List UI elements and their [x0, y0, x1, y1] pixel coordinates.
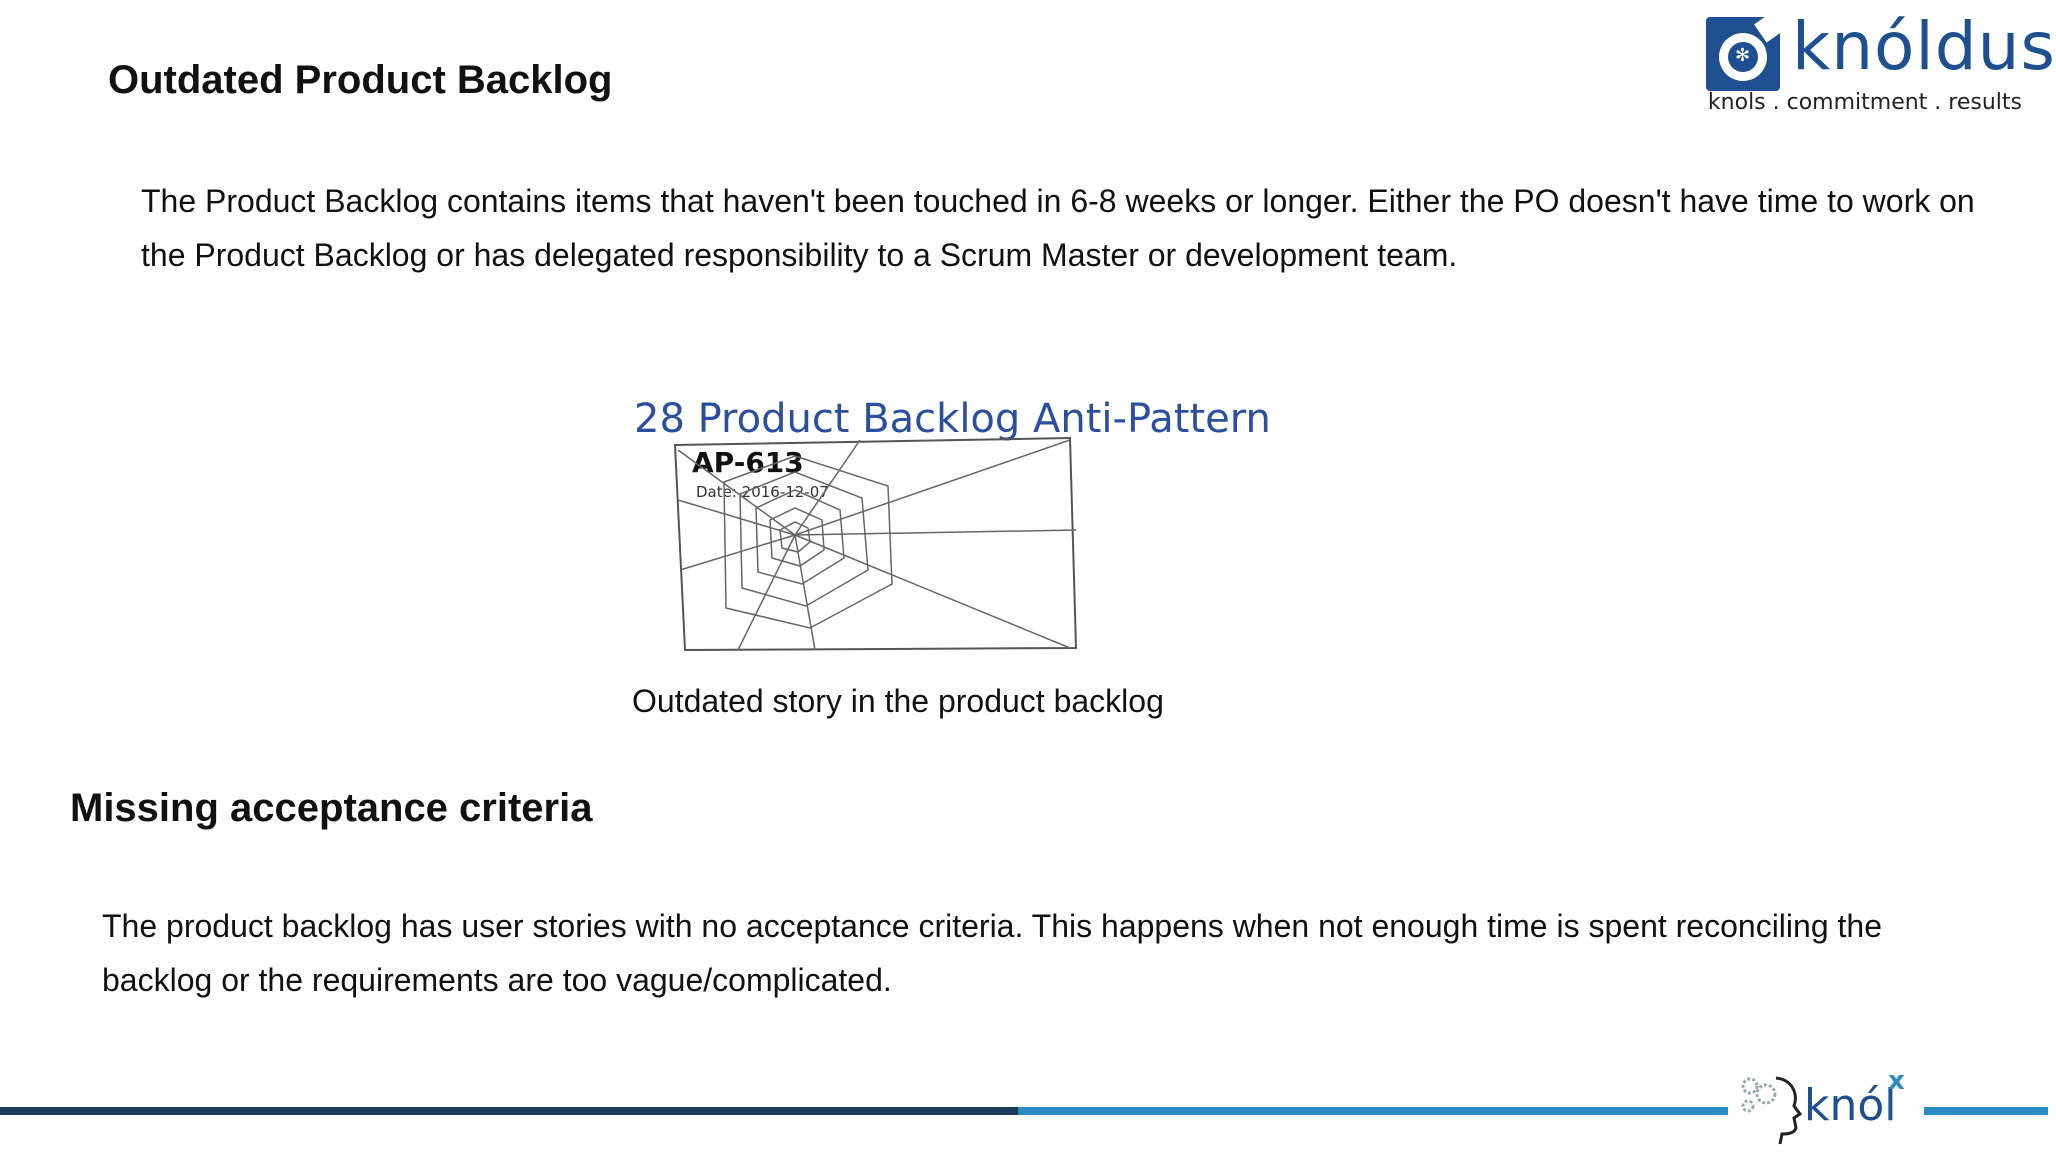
brand-name: knóldus [1792, 8, 2056, 85]
knoldus-logo [1706, 8, 2056, 125]
spiderweb-sketch-image [630, 370, 1271, 660]
section-body-outdated-backlog: The Product Backlog contains items that haven't been touched in 6-8 weeks or longer. Either the PO doesn't have time to work on the Product Backlog or has delegated responsibility to a Scrum Master or development team. [141, 183, 1975, 273]
footer-brand-sup: x [1888, 1066, 1905, 1096]
brand-tagline: knols . commitment . results [1707, 90, 2022, 115]
head-gears-icon [1736, 1072, 1806, 1146]
section-body-missing-criteria: The product backlog has user stories with no acceptance criteria. This happens when not enough time is spent reconciling the backlog or the requirements are too vague/complicated. [102, 908, 1882, 998]
sketch-card-id: AP-613 [692, 446, 804, 479]
section-heading-missing-criteria: Missing acceptance criteria [70, 786, 593, 830]
knoldus-badge-icon: ✻ [1706, 17, 1780, 91]
sketch-title: 28 Product Backlog Anti-Pattern [634, 396, 1271, 442]
footer-bar-dark [0, 1107, 1018, 1115]
section-heading-outdated-backlog: Outdated Product Backlog [108, 58, 613, 102]
figure-caption: Outdated story in the product backlog [632, 683, 1164, 719]
sketch-card-date: Date: 2016-12-07 [696, 483, 829, 501]
knolx-logo [1728, 1058, 1924, 1152]
footer-brand-name: knól [1804, 1080, 1897, 1131]
